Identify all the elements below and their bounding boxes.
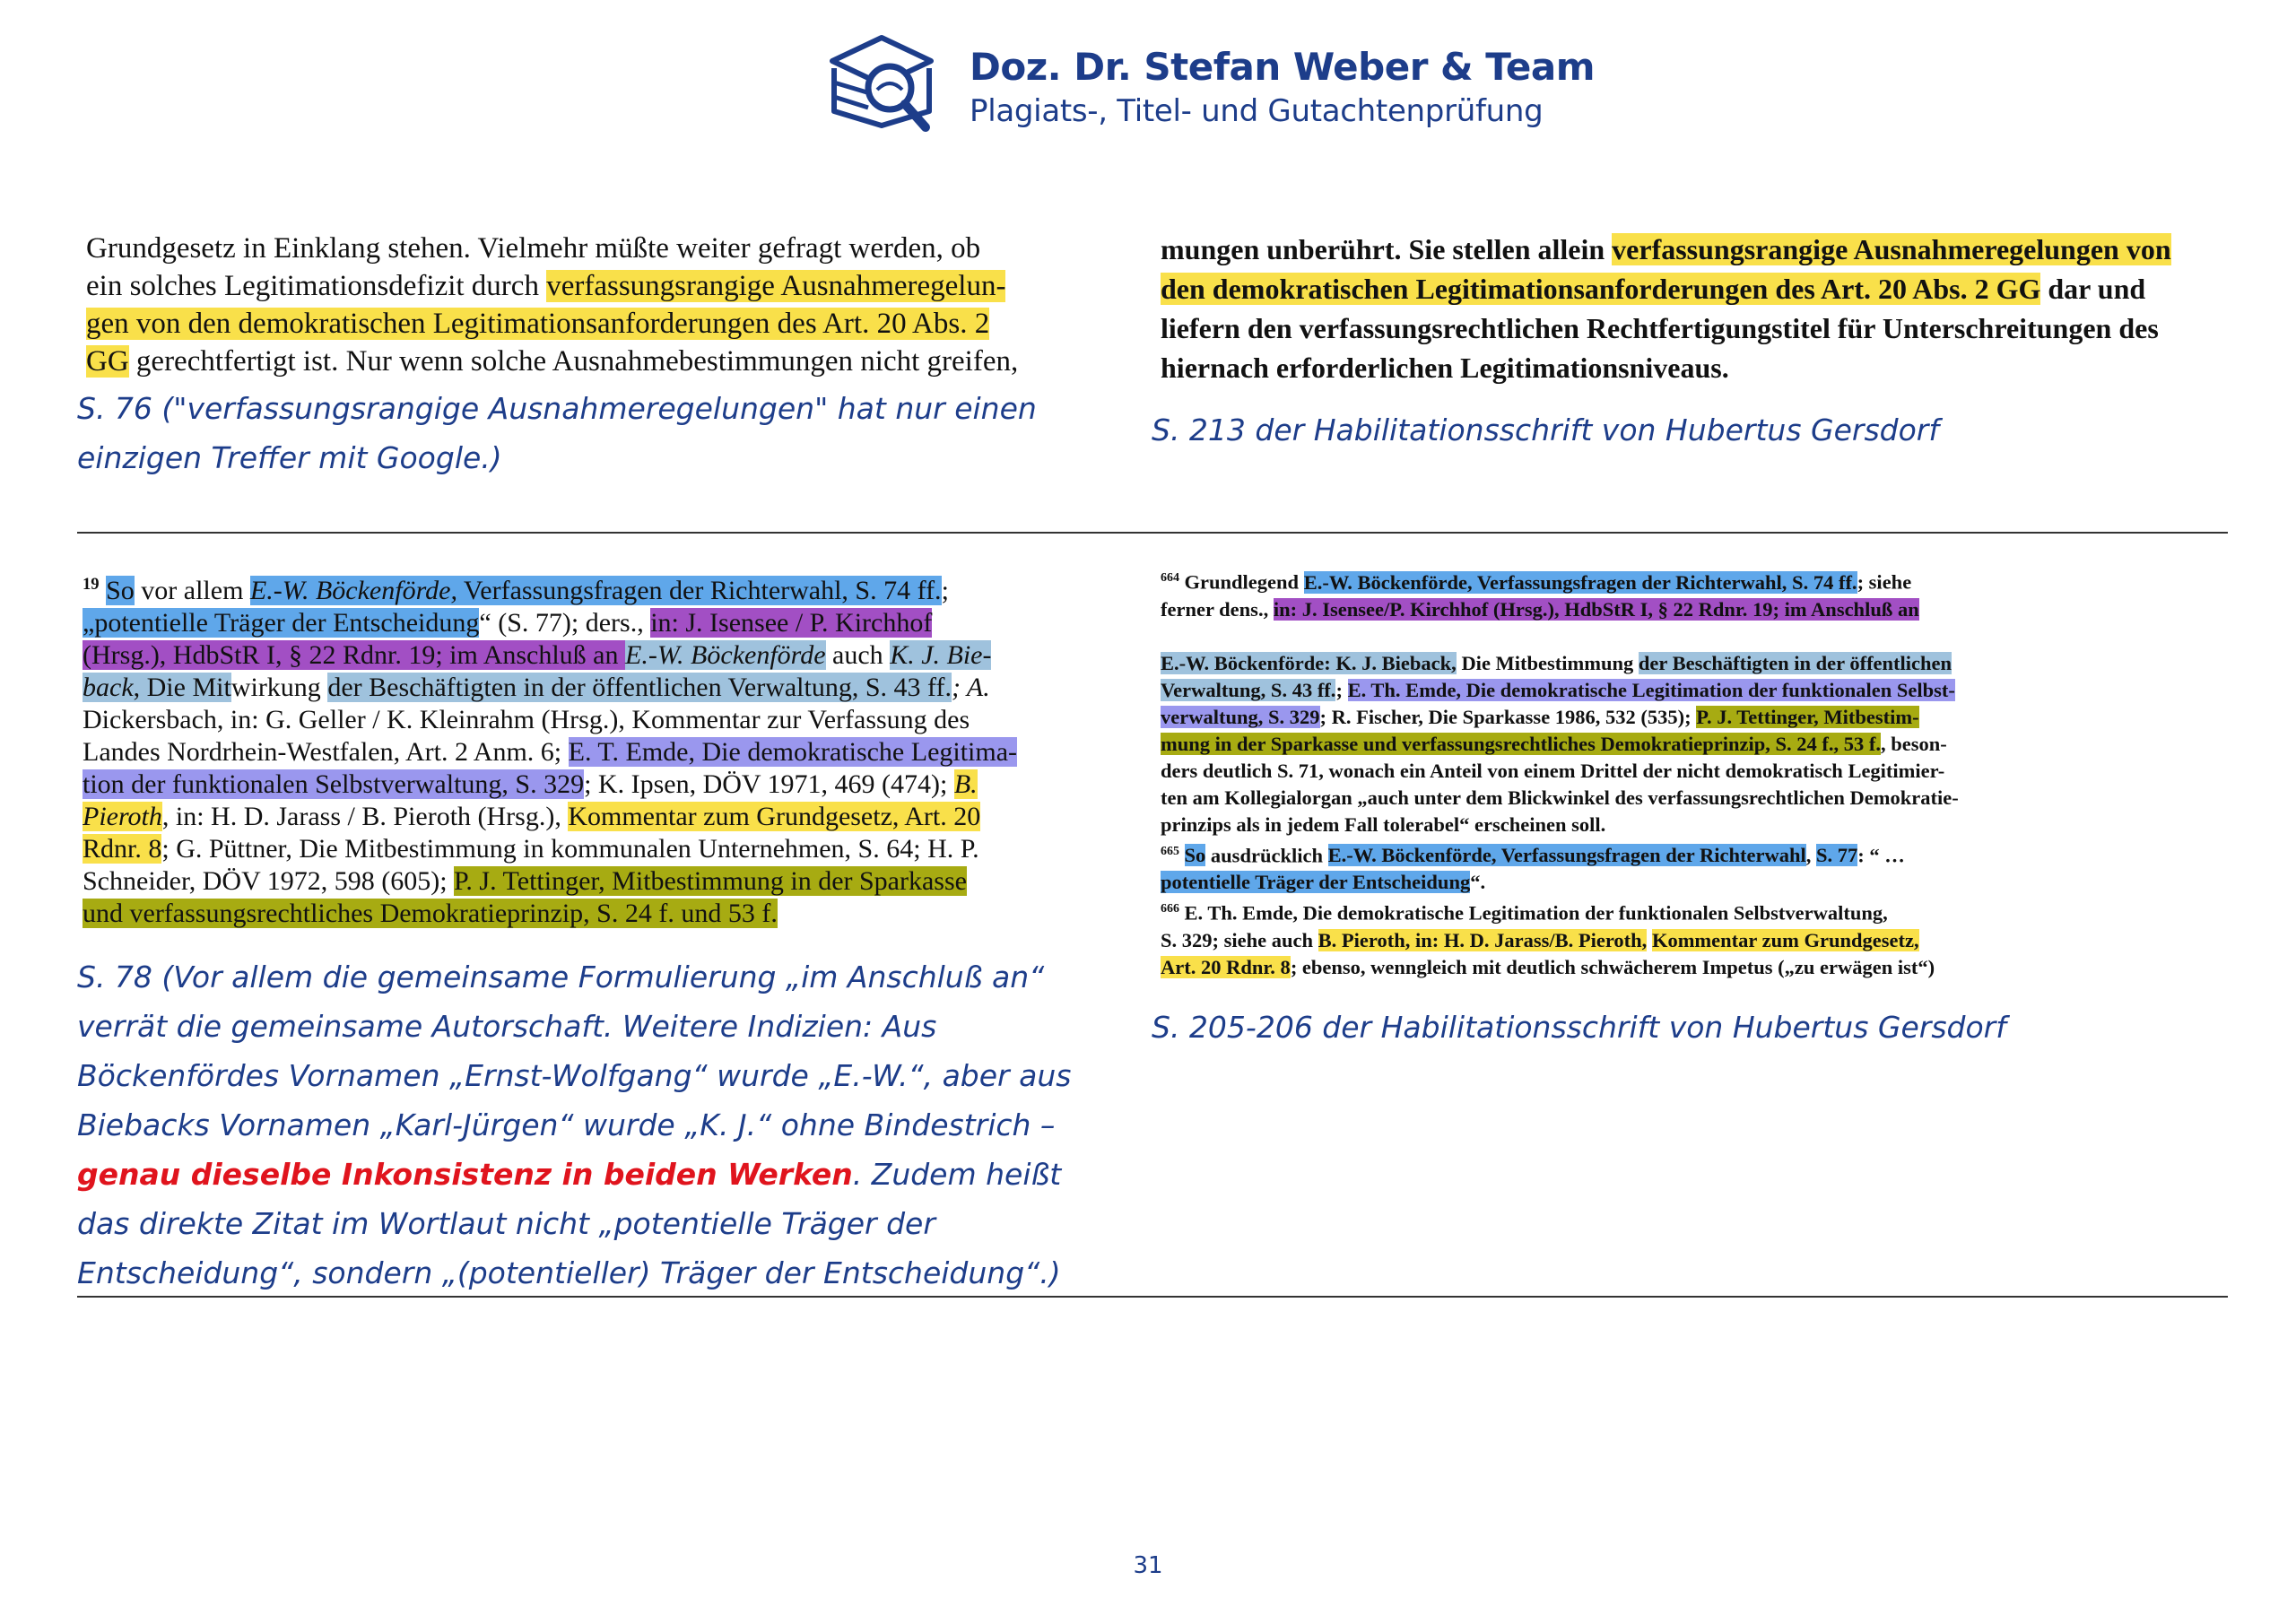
logo <box>825 34 938 135</box>
highlight-yellow: den demokratischen Legitimationsanforderungen des Art. 20 Abs. 2 GG <box>1161 273 2041 305</box>
excerpt-line: $^{664}$ Grundlegend E.-W. Böckenförde, Verfassungsfragen der Richterwahl, S. 74 ff.; siehe <box>1161 570 1912 594</box>
footnote-number: 664 <box>1161 571 1179 585</box>
page-number: 31 <box>1133 1552 1163 1579</box>
highlight-yellow: verfassungsrangige Ausnahmeregelungen von <box>1612 233 2171 265</box>
highlight-yellow: GG <box>86 345 129 378</box>
excerpt-line: verwaltung, S. 329; R. Fischer, Die Sparkasse 1986, 532 (535); P. J. Tettinger, Mitbestim- <box>1161 705 1919 728</box>
excerpt-line: Grundgesetz in Einklang stehen. Vielmehr müßte weiter gefragt werden, ob <box>86 232 981 265</box>
excerpt-line: und verfassungsrechtliches Demokratieprinzip, S. 24 f. und 53 f. <box>83 899 778 928</box>
excerpt-line: S. 329; siehe auch B. Pieroth, in: H. D. Jarass/B. Pieroth, Kommentar zum Grundgesetz, <box>1161 928 1919 951</box>
excerpt-dissertation-p78 <box>83 569 1100 930</box>
footnote-number: 666 <box>1161 902 1179 916</box>
footnote-number: 19 <box>83 575 100 594</box>
excerpt-line: back, Die Mitwirkung der Beschäftigten in der öffentlichen Verwaltung, S. 43 ff.; A. <box>83 673 990 702</box>
excerpt-line: E.-W. Böckenförde: K. J. Bieback, Die Mitbestimmung der Beschäftigten in der öffentlichen <box>1161 651 1952 674</box>
caption-p76: S. 76 ("verfassungsrangige Ausnahmeregelungen" hat nur einen einzigen Treffer mit Google.) <box>77 391 1037 475</box>
divider <box>77 532 2228 534</box>
excerpt-line: $^{665}$ So ausdrücklich E.-W. Böckenförde, Verfassungsfragen der Richterwahl, S. 77: “ … <box>1161 844 1905 866</box>
excerpt-dissertation-p76 <box>86 230 1100 380</box>
caption-p78: S. 78 (Vor allem die gemeinsame Formulierung „im Anschluß an“ verrät die gemeinsame Autorschaft. Weitere Indizien: Aus Böckenfördes Vornamen „Ernst-Wolfgang“ wurde „E.-W.“, aber aus Biebacks Vornamen „Karl-Jürgen“ wurde „K. J.“ ohne Bindestrich – genau dieselbe Inkonsistenz in beiden Werken. Zudem heißt das direkte Zitat im Wortlaut nicht „potentielle Träger der Entscheidung“, sondern „(potentieller) Träger der Entscheidung“.) <box>77 960 1072 1290</box>
caption-p205: S. 205-206 der Habilitationsschrift von Hubertus Gersdorf <box>1152 1010 2006 1045</box>
excerpt-line: den demokratischen Legitimationsanforderungen des Art. 20 Abs. 2 GG dar und <box>1161 273 2146 305</box>
excerpt-line: hiernach erforderlichen Legitimationsniveaus. <box>1161 352 1729 384</box>
excerpt-line: ders deutlich S. 71, wonach ein Anteil von einem Drittel der nicht demokratisch Legitimier- <box>1161 759 1945 782</box>
brand-name: Doz. Dr. Stefan Weber & Team <box>970 45 1595 89</box>
excerpt-line: mungen unberührt. Sie stellen allein verfassungsrangige Ausnahmeregelungen von <box>1161 233 2171 265</box>
excerpt-line: ten am Kollegialorgan „auch unter dem Blickwinkel des verfassungsrechtlichen Demokratie- <box>1161 786 1959 809</box>
excerpt-line: $^{19}$ So vor allem E.-W. Böckenförde, Verfassungsfragen der Richterwahl, S. 74 ff.; <box>83 575 949 605</box>
excerpt-line: liefern den verfassungsrechtlichen Rechtfertigungstitel für Unterschreitungen des <box>1161 312 2159 344</box>
excerpt-line: GG gerechtfertigt ist. Nur wenn solche Ausnahmebestimmungen nicht greifen, <box>86 345 1019 378</box>
excerpt-line: potentielle Träger der Entscheidung“. <box>1161 871 1486 893</box>
divider <box>77 1296 2228 1298</box>
excerpt-line: Pieroth, in: H. D. Jarass / B. Pieroth (Hrsg.), Kommentar zum Grundgesetz, Art. 20 <box>83 802 981 831</box>
excerpt-line: ferner dens., in: J. Isensee/P. Kirchhof (Hrsg.), HdbStR I, § 22 Rdnr. 19; im Anschluß an <box>1161 597 1919 621</box>
excerpt-line: tion der funktionalen Selbstverwaltung, S. 329; K. Ipsen, DÖV 1971, 469 (474); B. <box>83 769 978 799</box>
book-magnifier-icon <box>825 34 938 135</box>
excerpt-line: Rdnr. 8; G. Püttner, Die Mitbestimmung in kommunalen Unternehmen, S. 64; H. P. <box>83 834 979 864</box>
highlight-yellow: verfassungsrangige Ausnahmeregelun- <box>546 270 1006 302</box>
excerpt-line: Art. 20 Rdnr. 8; ebenso, wenngleich mit deutlich schwächerem Impetus („zu erwägen ist“) <box>1161 955 1935 978</box>
brand-subtitle: Plagiats-, Titel- und Gutachtenprüfung <box>970 93 1544 129</box>
excerpt-line: ein solches Legitimationsdefizit durch verfassungsrangige Ausnahmeregelun- <box>86 270 1006 302</box>
highlight-yellow: gen von den demokratischen Legitimationsanforderungen des Art. 20 Abs. 2 <box>86 308 990 340</box>
excerpt-line: mung in der Sparkasse und verfassungsrechtliches Demokratieprinzip, S. 24 f., 53 f., beson- <box>1161 732 1947 755</box>
excerpt-line: $^{666}$ E. Th. Emde, Die demokratische Legitimation der funktionalen Selbstverwaltung, <box>1161 901 1888 925</box>
excerpt-line: prinzips als in jedem Fall tolerabel“ erscheinen soll. <box>1161 812 1606 836</box>
excerpt-line: (Hrsg.), HdbStR I, § 22 Rdnr. 19; im Anschluß an E.-W. Böckenförde auch K. J. Bie- <box>83 640 992 670</box>
emphasis-text: genau dieselbe Inkonsistenz in beiden Werken <box>77 1157 853 1192</box>
excerpt-line: Verwaltung, S. 43 ff.; E. Th. Emde, Die demokratische Legitimation der funktionalen Selbst- <box>1161 678 1955 701</box>
caption-p213: S. 213 der Habilitationsschrift von Hubertus Gersdorf <box>1152 413 1939 447</box>
excerpt-line: Landes Nordrhein-Westfalen, Art. 2 Anm. 6; E. T. Emde, Die demokratische Legitima- <box>83 737 1018 767</box>
excerpt-line: Schneider, DÖV 1972, 598 (605); P. J. Tettinger, Mitbestimmung in der Sparkasse <box>83 866 967 896</box>
excerpt-line: „potentielle Träger der Entscheidung“ (S. 77); ders., in: J. Isensee / P. Kirchhof <box>83 608 933 638</box>
excerpt-habilitation-p213 <box>1161 230 2203 387</box>
excerpt-habilitation-p205 <box>1161 565 2176 981</box>
excerpt-line: Dickersbach, in: G. Geller / K. Kleinrahm (Hrsg.), Kommentar zur Verfassung des <box>83 705 970 734</box>
excerpt-line <box>86 305 1100 343</box>
footnote-number: 665 <box>1161 844 1179 858</box>
